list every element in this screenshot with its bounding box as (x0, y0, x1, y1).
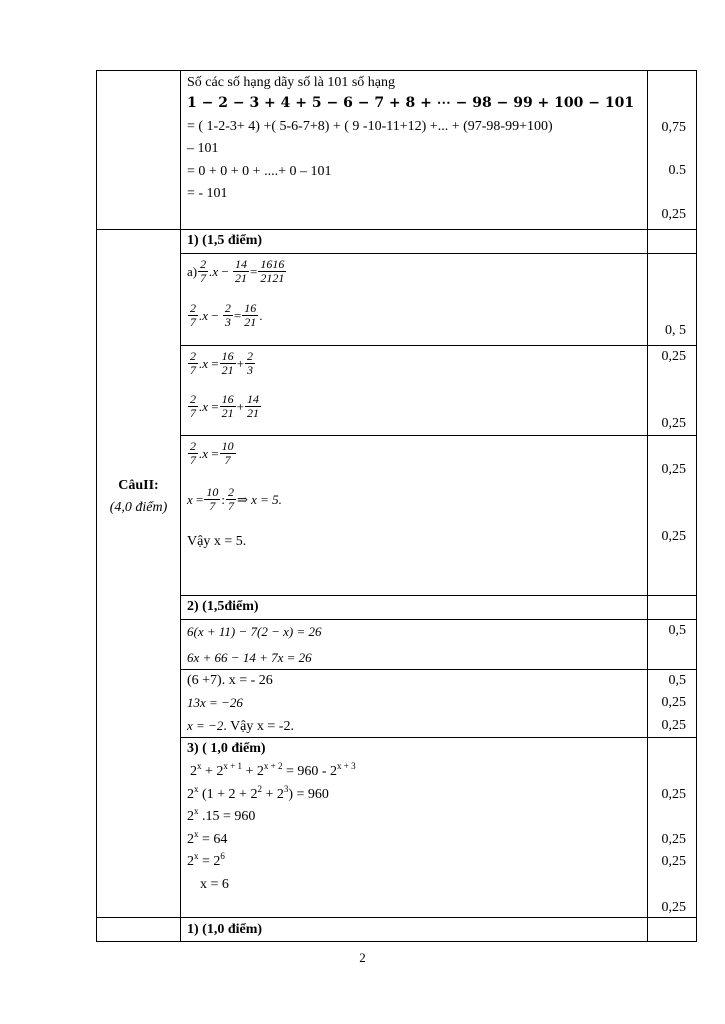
score-cell: 0,25 (661, 900, 686, 915)
part2-eq1: 6(x + 11) − 7(2 − x) = 26 (187, 624, 322, 639)
part1-eq-e: 2 7 .x = $\frac{10}{7}$ (190, 439, 234, 467)
row-separator (180, 253, 697, 254)
score-cell: 0,25 (661, 349, 686, 364)
table-border-right (696, 70, 697, 942)
part1-conclusion: Vậy x = 5. (187, 534, 247, 549)
part3-line2: 2$^x$ $(1 + 2 + 2^2 + 2^3) = 960$ (187, 784, 329, 802)
part1-heading: 1) (1,5 điểm) (187, 233, 263, 248)
score-cell: 0,25 (661, 207, 686, 222)
score-cell: 0,25 (661, 854, 686, 869)
page-number: 2 (359, 950, 366, 965)
table-border-top (96, 70, 697, 71)
row1-result: = - 101 (187, 186, 228, 201)
part1-eq-b: 2 7 .x − $\frac{2}{3}$ = $\frac{16}{21}$ . (190, 301, 263, 329)
score-cell: 0,25 (661, 787, 686, 802)
row1-sequence: 1 − 2 − 3 + 4 + 5 − 6 − 7 + 8 + ⋯ − 98 − 99 + 100 − 101 (187, 95, 635, 111)
row1-grouping: = ( 1-2-3+ 4) +( 5-6-7+8) + ( 9 -10-11+12) +... + (97-98-99+100) (187, 119, 553, 134)
table-border-bottom (96, 941, 697, 942)
part1-eq-a: a) 2 7 .x − $\frac{14}{21}$ = $\frac{1616}{2121}$ (187, 257, 285, 285)
score-cell: 0,25 (661, 718, 686, 733)
row-separator (96, 917, 697, 918)
score-cell: 0,25 (661, 695, 686, 710)
row-separator (96, 229, 697, 230)
table-divider-col1 (180, 70, 181, 942)
row-separator (180, 595, 697, 596)
part3-heading: 3) ( 1,0 điểm) (187, 741, 266, 756)
row-separator (180, 619, 697, 620)
part1-eq-d: 2 7 .x = $\frac{16}{21}$ + $\frac{14}{21}$ (190, 392, 259, 420)
score-cell: 0,25 (661, 529, 686, 544)
part1-eq-c: 2 7 .x = $\frac{16}{21}$ + $\frac{2}{3}$ (190, 349, 253, 377)
score-cell: 0.5 (668, 163, 686, 178)
part3-line3: 2$^x$ .15 = 960 (187, 806, 256, 824)
part3-line6: x = 6 (200, 877, 229, 892)
score-cell: 0, 5 (665, 323, 686, 338)
score-cell: 0,25 (661, 832, 686, 847)
row1-sum: = 0 + 0 + 0 + ....+ 0 – 101 (187, 164, 332, 179)
score-cell: 0,75 (661, 120, 686, 135)
row-separator (180, 435, 697, 436)
table-divider-col2 (647, 70, 648, 942)
row-separator (180, 345, 697, 346)
row1-remainder: – 101 (187, 141, 219, 156)
question-points: (4,0 điểm) (109, 500, 168, 515)
score-cell: 0,5 (668, 673, 686, 688)
part3-line4: $2^x = 64$ (187, 829, 228, 847)
question-title: CâuII: (118, 478, 159, 493)
score-cell: 0,25 (661, 462, 686, 477)
part2-heading: 2) (1,5điểm) (187, 599, 259, 614)
part2-eq4: 13x = −26 (187, 695, 243, 710)
score-cell: 0,5 (668, 623, 686, 638)
part2-eq2: 6x + 66 − 14 + 7x = 26 (187, 650, 312, 665)
row1-line1: Số các số hạng dãy số là 101 số hạng (187, 75, 396, 90)
row-separator (180, 669, 697, 670)
part2-eq3: (6 +7). x = - 26 (187, 673, 273, 688)
row-separator (180, 737, 697, 738)
part3-line1: $2^x + 2^{x + 1} + 2^{x + 2} = 960 - 2^{x + 3}$ (190, 761, 356, 779)
score-cell: 0,25 (661, 416, 686, 431)
part4-heading: 1) (1,0 điểm) (187, 922, 263, 937)
part3-line5: $2^x = 2^6$ (187, 851, 225, 869)
part1-eq-f: x = $\frac{10}{7}$ : 2 7 ⇒ x = 5. (187, 485, 282, 513)
part2-eq5: x = −2. Vậy x = -2. (187, 718, 294, 734)
